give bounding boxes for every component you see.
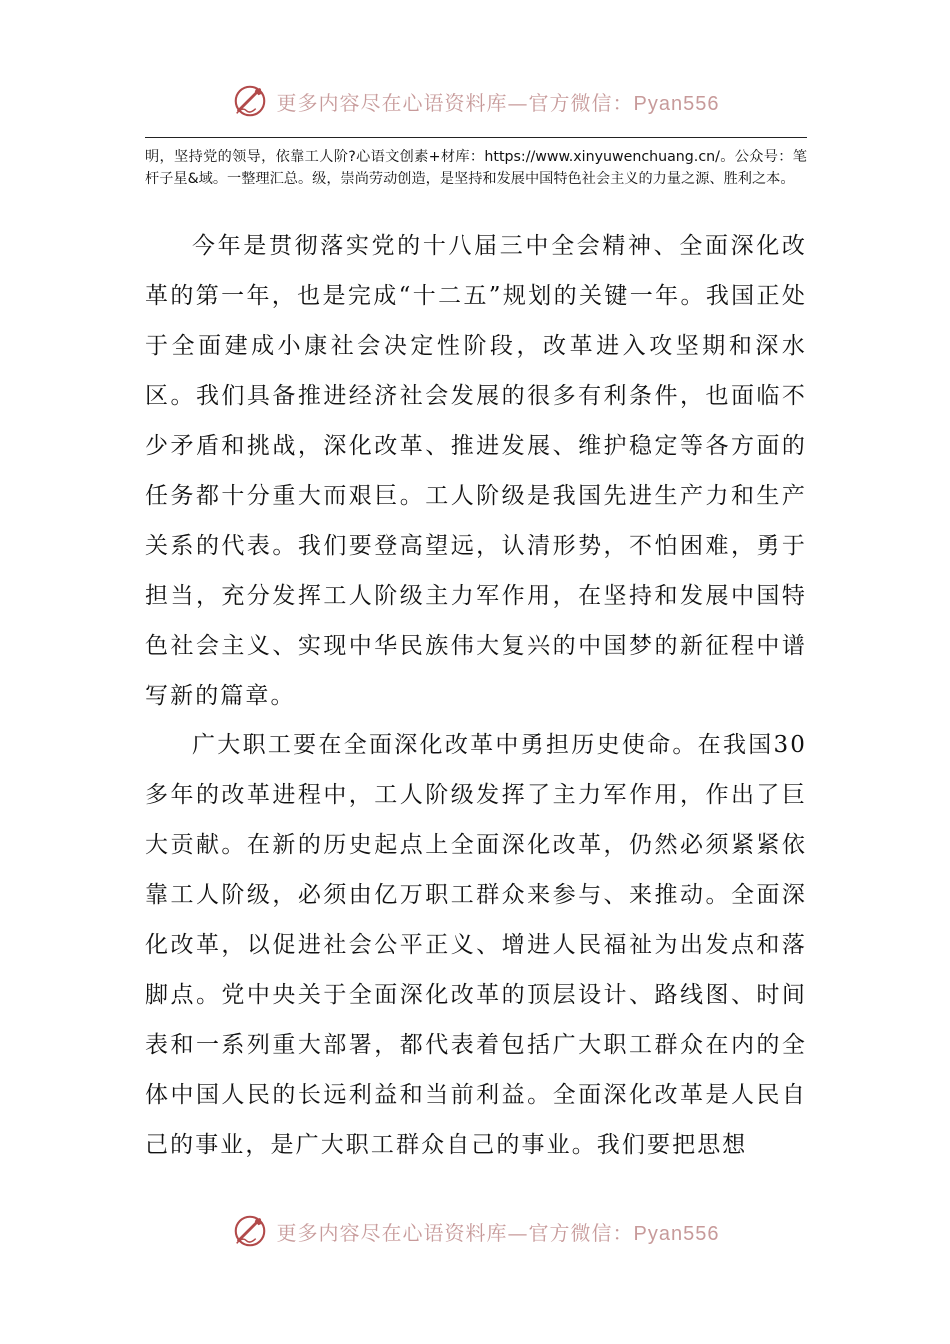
header-rule [145,137,807,138]
footer-banner [0,1212,950,1250]
pen-logo-icon [231,1212,269,1250]
intro-paragraph: 明，坚持党的领导，依靠工人阶?心语文创素+材库：https://www.xinyuwenchuang.cn/。公众号：笔杆子星&域。一整理汇总。级，崇尚劳动创造，是坚持和发展中国特色社会主义的力量之源、胜利之本。 [145,149,807,187]
pen-logo-icon [231,82,269,120]
header-banner [0,82,950,120]
footer-banner-text: 更多内容尽在心语资料库—官方微信：Pyan556 [276,1220,720,1245]
body-paragraph-2: 广大职工要在全面深化改革中勇担历史使命。在我国30多年的改革进程中，工人阶级发挥了主力军作用，作出了巨大贡献。在新的历史起点上全面深化改革，仍然必须紧紧依靠工人阶级，必须由亿万职工群众来参与、来推动。全面深化改革，以促进社会公平正义、增进人民福祉为出发点和落脚点。党中央关于全面深化改革的顶层设计、路线图、时间表和一系列重大部署，都代表着包括广大职工群众在内的全体中国人民的长远利益和当前利益。全面深化改革是人民自己的事业，是广大职工群众自己的事业。我们要把思想 [145,732,807,1158]
header-banner-text: 更多内容尽在心语资料库—官方微信：Pyan556 [276,90,720,115]
body-paragraph-1: 今年是贯彻落实党的十八届三中全会精神、全面深化改革的第一年，也是完成“十二五”规划的关键一年。我国正处于全面建成小康社会决定性阶段，改革进入攻坚期和深水区。我们具备推进经济社会发展的很多有利条件，也面临不少矛盾和挑战，深化改革、推进发展、维护稳定等各方面的任务都十分重大而艰巨。工人阶级是我国先进生产力和生产关系的代表。我们要登高望远，认清形势，不怕困难，勇于担当，充分发挥工人阶级主力军作用，在坚持和发展中国特色社会主义、实现中华民族伟大复兴的中国梦的新征程中谱写新的篇章。 [145,233,807,709]
